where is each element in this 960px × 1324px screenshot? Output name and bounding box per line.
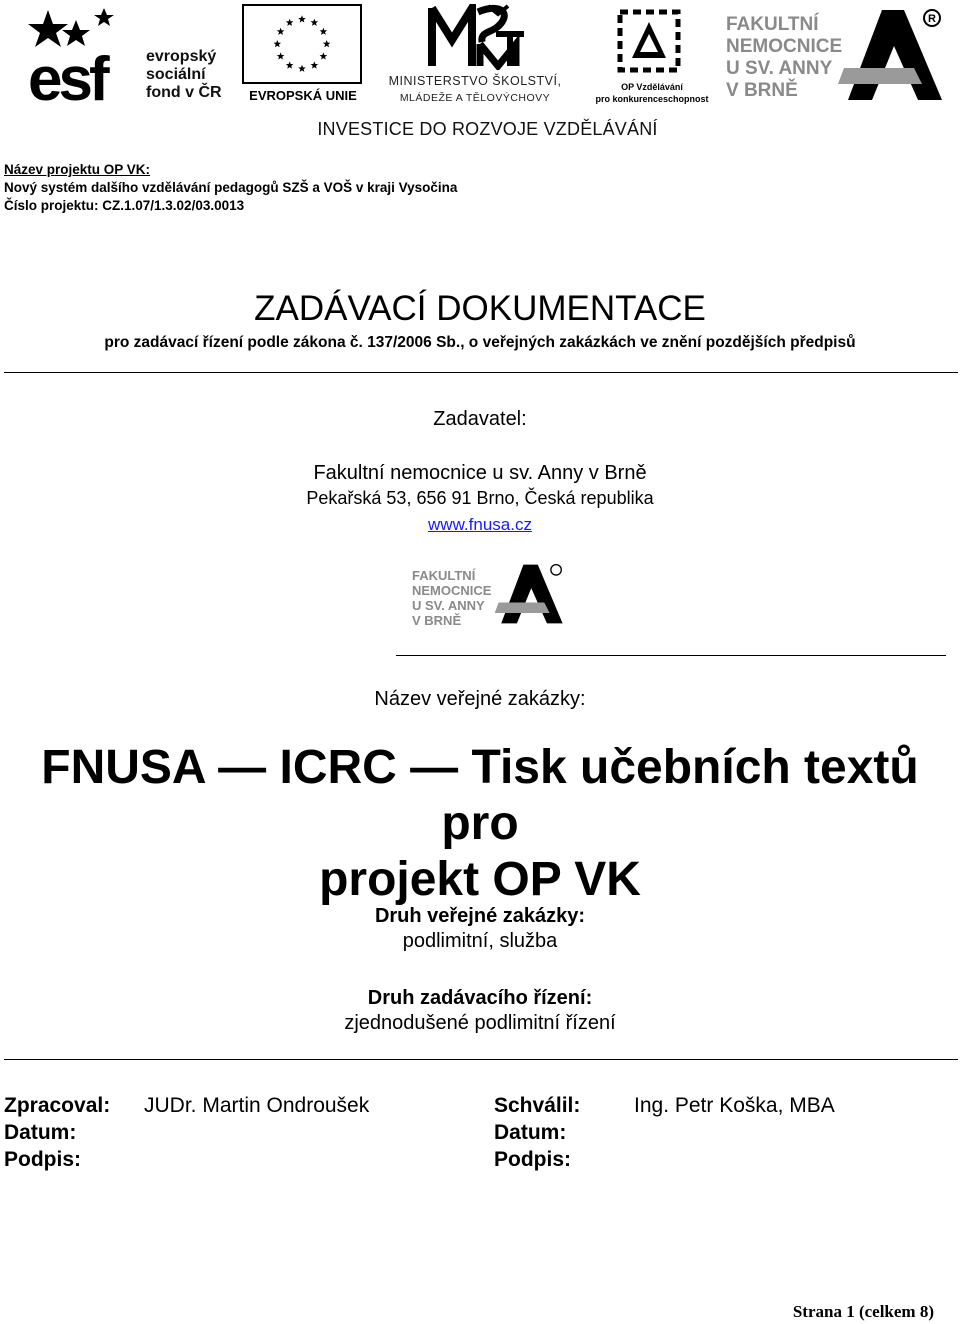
- logo-strip: [0, 0, 960, 139]
- project-name: Nový systém dalšího vzdělávání pedagogů SZŠ a VOŠ v kraji Vysočina: [4, 180, 458, 195]
- fnusa-logo-middle: [412, 562, 570, 628]
- approved-label: Schválil:: [494, 1094, 581, 1117]
- svg-text:R: R: [928, 13, 936, 25]
- contract-type-label: Druh veřejné zakázky:: [374, 905, 586, 927]
- procedure-type-value: zjednodušené podlimitní řízení: [344, 1012, 616, 1034]
- authority-address: Pekařská 53, 656 91 Brno, Česká republika: [306, 488, 654, 508]
- investice-banner: INVESTICE DO ROZVOJE VZDĚLÁVÁNÍ: [317, 119, 658, 139]
- eu-star-icon: [298, 15, 306, 22]
- fnusa-mid-line-4: V BRNĚ: [412, 613, 462, 628]
- opvk-mark-icon: [616, 8, 682, 76]
- eu-star-icon: [274, 40, 282, 47]
- fnusa-top-line-3: U SV. ANNY: [726, 58, 833, 79]
- msmt-mark-icon: [426, 4, 526, 70]
- authority-name: Fakultní nemocnice u sv. Anny v Brně: [313, 462, 647, 484]
- document-title: ZADÁVACÍ DOKUMENTACE: [254, 289, 706, 328]
- fnusa-mid-line-2: NEMOCNICE: [412, 583, 492, 598]
- approved-name: Ing. Petr Koška, MBA: [634, 1094, 835, 1117]
- esf-mark-icon: [28, 4, 138, 104]
- page-number: Strana 1 (celkem 8): [792, 1302, 934, 1321]
- authority-website-link[interactable]: www.fnusa.cz: [428, 515, 532, 534]
- eu-star-icon: [286, 61, 294, 68]
- eu-star-icon: [286, 19, 294, 26]
- prepared-name: JUDr. Martin Ondroušek: [144, 1094, 370, 1117]
- signature-label-left: Podpis:: [4, 1148, 81, 1171]
- date-label-left: Datum:: [4, 1121, 77, 1144]
- procedure-type: [0, 987, 960, 1035]
- date-label-right: Datum:: [494, 1121, 567, 1144]
- fnusa-top-line-1: FAKULTNÍ: [726, 14, 819, 35]
- eu-star-icon: [277, 28, 285, 35]
- eu-star-icon: [311, 19, 319, 26]
- opvk-logo: [586, 8, 718, 104]
- fnusa-mark-icon: [834, 6, 944, 104]
- project-info: [4, 161, 457, 215]
- prepared-label: Zpracoval:: [4, 1094, 111, 1117]
- esf-line-3: fond v ČR: [146, 84, 222, 101]
- eu-star-icon: [298, 65, 306, 72]
- contract-name: [0, 740, 960, 908]
- fnusa-logo-top: [726, 6, 946, 106]
- fnusa-mark-icon: [488, 562, 568, 626]
- eu-star-icon: [323, 40, 331, 47]
- fnusa-mid-line-1: FAKULTNÍ: [412, 568, 476, 583]
- signature-label-right: Podpis:: [494, 1148, 571, 1171]
- contract-name-line-1: FNUSA — ICRC — Tisk učebních textů pro: [41, 741, 919, 850]
- opvk-line-1: OP Vzdělávání: [621, 82, 683, 92]
- contract-type-value: podlimitní, služba: [402, 930, 558, 952]
- eu-logo: [242, 4, 364, 104]
- document-subtitle: pro zadávací řízení podle zákona č. 137/2006 Sb., o veřejných zakázkách ve znění pozdějších předpisů: [104, 334, 856, 351]
- esf-line-2: sociální: [146, 66, 206, 83]
- fnusa-top-line-4: V BRNĚ: [726, 80, 798, 101]
- divider-3: [4, 1059, 958, 1060]
- project-number: Číslo projektu: CZ.1.07/1.3.02/03.0013: [4, 198, 245, 213]
- msmt-line-2: MLÁDEŽE A TĚLOVÝCHOVY: [399, 92, 551, 104]
- divider-2: [396, 655, 946, 656]
- eu-flag-icon: [242, 4, 362, 84]
- eu-star-icon: [277, 52, 285, 59]
- fnusa-mid-line-3: U SV. ANNY: [412, 598, 485, 613]
- contract-name-line-2: projekt OP VK: [319, 853, 641, 906]
- divider-1: [4, 372, 958, 373]
- esf-line-1: evropský: [146, 48, 217, 65]
- msmt-line-1: MINISTERSTVO ŠKOLSTVÍ,: [388, 74, 562, 88]
- fnusa-top-line-2: NEMOCNICE: [726, 36, 843, 57]
- contract-name-label: Název veřejné zakázky:: [374, 688, 586, 710]
- contract-type: [0, 905, 960, 953]
- eu-star-icon: [320, 28, 328, 35]
- project-label: Název projektu OP VK:: [4, 162, 151, 177]
- eu-star-icon: [311, 61, 319, 68]
- signature-right: [494, 1092, 580, 1173]
- signature-left: [4, 1092, 110, 1173]
- authority-label: Zadavatel:: [433, 408, 527, 430]
- eu-star-icon: [320, 52, 328, 59]
- procedure-type-label: Druh zadávacího řízení:: [367, 987, 593, 1009]
- opvk-line-2: pro konkurenceschopnost: [595, 94, 709, 104]
- msmt-logo: [370, 4, 580, 104]
- esf-logo: [28, 4, 238, 104]
- eu-caption: EVROPSKÁ UNIE: [249, 88, 357, 103]
- svg-text:esf: esf: [28, 45, 106, 104]
